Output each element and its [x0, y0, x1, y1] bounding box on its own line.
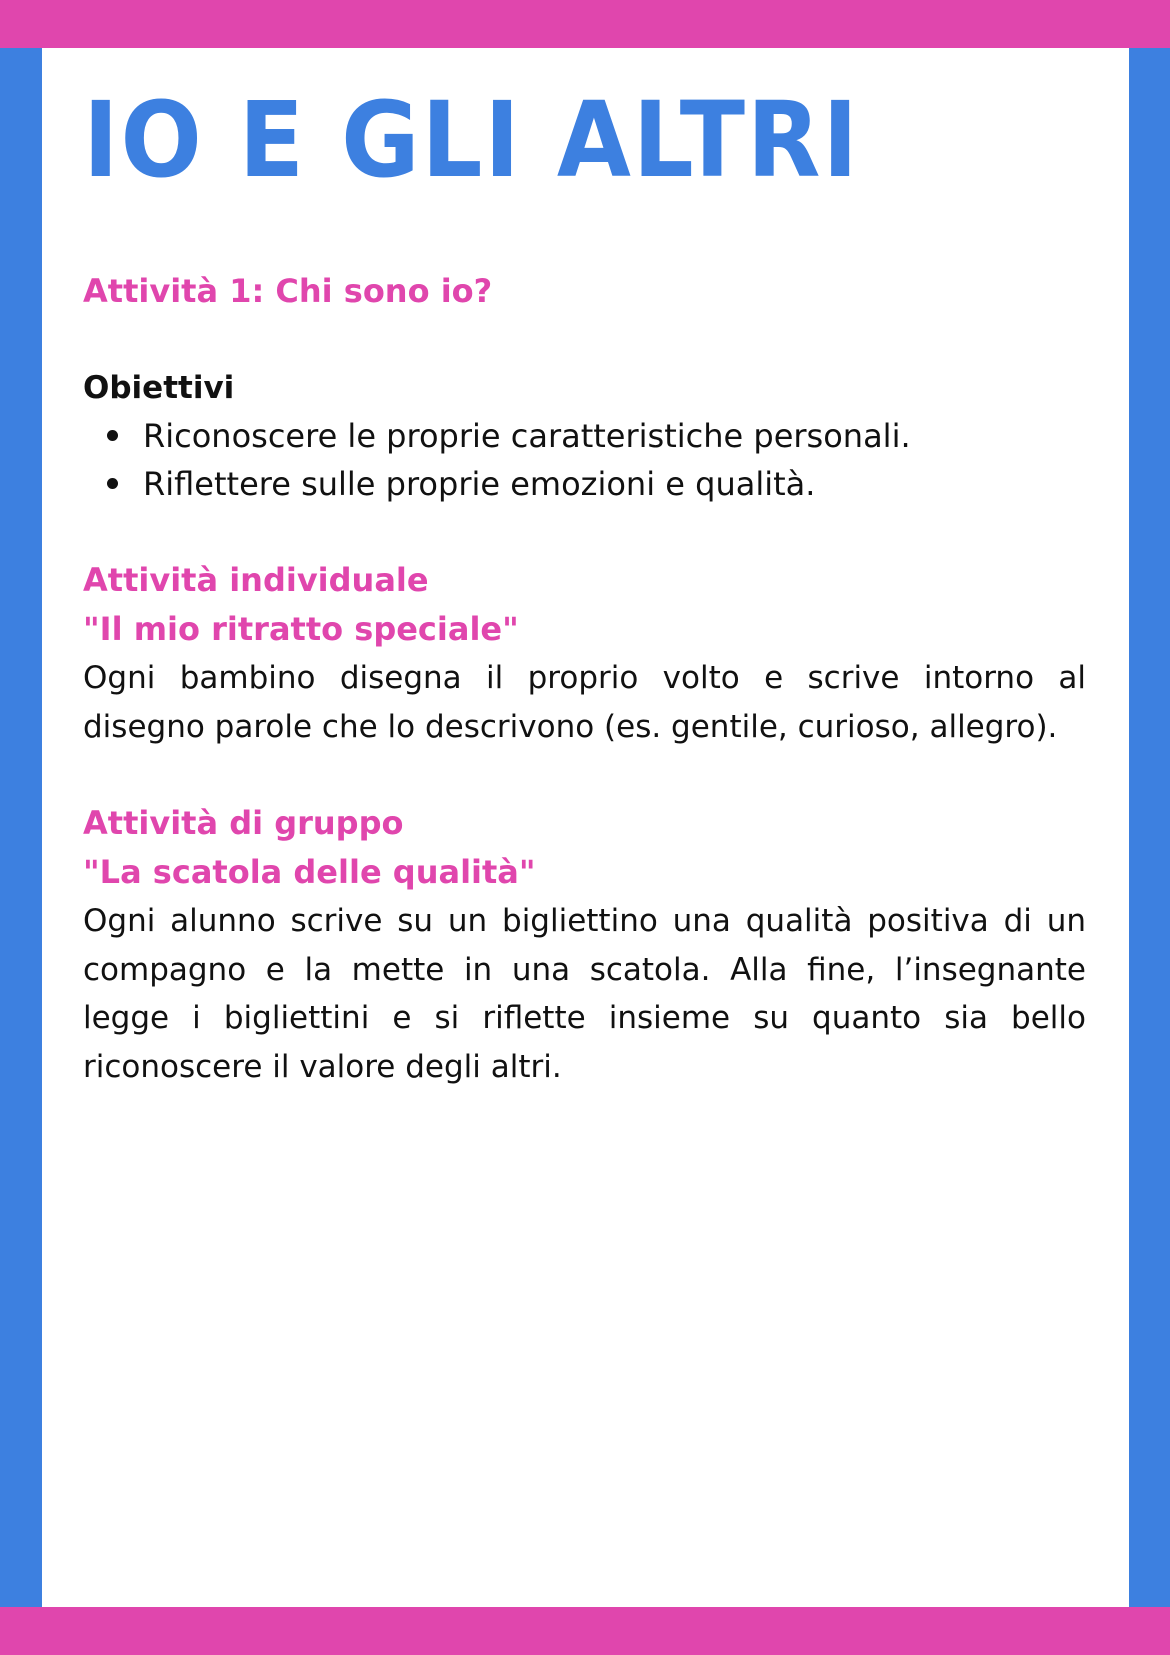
bottom-border [0, 1607, 1170, 1655]
individual-activity-section [83, 556, 1086, 751]
left-border [0, 48, 42, 1607]
goal-text: Riconoscere le proprie caratteristiche personali. [143, 417, 911, 455]
activity-title: Attività 1: Chi sono io? [83, 272, 493, 310]
goal-item [143, 412, 1086, 460]
individual-activity-subtitle: "Il mio ritratto speciale" [83, 610, 519, 648]
right-border [1129, 48, 1170, 1607]
page-title: IO E GLI ALTRI [83, 79, 860, 201]
individual-activity-text: Ogni bambino disegna il proprio volto e scrive intorno al disegno parole che lo descrivono (es. gentile, curioso, allegro). [83, 660, 1086, 745]
goal-item [143, 460, 1086, 508]
group-activity-text: Ogni alunno scrive su un bigliettino una qualità positiva di un compagno e la mette in una scatola. Alla fine, l’insegnante legge i bigliettini e si riflette insieme su quanto sia bello riconoscere il valore degli altri. [83, 903, 1086, 1085]
top-border [0, 0, 1170, 48]
group-activity-subtitle: "La scatola delle qualità" [83, 853, 536, 891]
bullet-icon [107, 478, 118, 489]
individual-activity-heading: Attività individuale [83, 561, 429, 599]
goals-list [83, 412, 1086, 508]
group-activity-section [83, 799, 1086, 1091]
bullet-icon [107, 430, 118, 441]
goal-text: Riflettere sulle proprie emozioni e qualità. [143, 465, 816, 503]
group-activity-heading: Attività di gruppo [83, 804, 404, 842]
page-content [83, 70, 1086, 1091]
goals-heading: Obiettivi [83, 370, 235, 406]
goals-section [83, 364, 1086, 508]
